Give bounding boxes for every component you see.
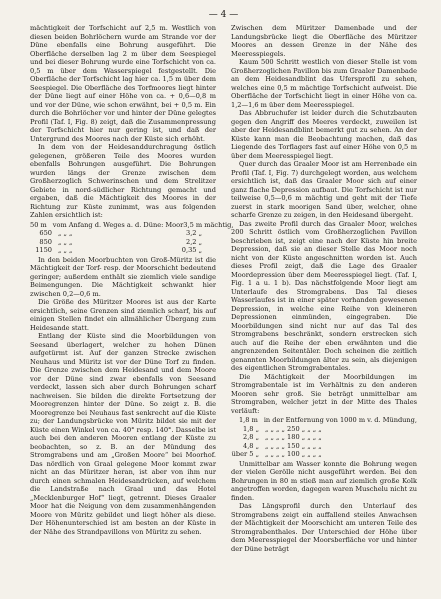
table-cell-description: „ „ „ [58,237,73,246]
table-cell-description: „ „ „ „ 250 „ „ „ „ [265,424,322,433]
table-row [30,238,216,247]
table-cell-description: in der Entfernung von 1000 m v. d. Mündung, [263,416,417,424]
table-cell-description: vom Anfang d. Weges a. d. Düne: Moor [52,220,184,229]
table-row [231,425,417,434]
page-number: — 4 — [208,10,239,20]
table-cell-value: 3,2 „ [186,229,202,237]
paragraph: Das Abbruchufer ist leider durch die Schutzbauten gegen den Angriff des Meeres verdeckt, zuweilen ist aber der Heidesandblint bemerkt gut zu sehen. An der Küste kann man die Beobachtung machen, daß das Liegende des Torflagers fast auf einer Höhe von 0,5 m über dem Meeresspiegel liegt. [231,109,417,160]
paragraph: Die Mächtigkeit der Moorbildungen im Stromgrabentale ist im Verhältnis zu den anderen Mooren sehr groß. Sie beträgt unmittelbar am Stromgraben, welcher jetzt in der Mitte des Thales verläuft: [231,372,417,415]
table-cell-value: 3,5 m mächtig, [183,220,234,229]
paragraph: Entlang der Küste sind die Moorbildungen von Seesand überlagert, welcher zu hohen Dünen aufgetürmt ist. Auf der ganzen Strecke zwischen Neuhaus und Müritz ist vor der Düne Torf zu finden. Die Grenze zwischen dem Heidesand und dem Moore vor der Düne sind zwar ebenfalls von Seesand verdeckt, lassen sich aber durch Bohrungen scharf nachweisen. Sie bilden die direkte Fortsetzung der Mooregrenzen hinter der Düne. So zeigt z. B. die Mooregrenze bei Neuhaus fast senkrecht auf die Küste zu; der Landungsbrücke von Müritz bildet sie mit der Küste einen Winkel von ca. 40° resp. 140°. Dasselbe ist auch bei den anderen Mooren entlang der Küste zu beobachten, so z. B. an der Mündung des Stromgrabens und am „Großen Moore“ bei Moorhof. Das nördlich von Graal gelegene Moor kommt zwar nicht an das Müritzer heran, ist aber von ihm nur durch einen schmalen Heidesandrücken, auf welchem die Landstraße nach Graal und das Hotel „Mecklenburger Hof“ liegt, getrennt. Dieses Graaler Moor hat die Neigung von dem zusammenhängenden Moore von Müritz gebildet und liegt höher als diese. Der Höhenunterschied ist am besten an der Küste in der Nähe des Strandpavillons von Müritz zu sehen. [30,332,216,536]
table-cell-distance: 50 m [30,220,47,229]
table-cell-description: „ „ „ „ 100 „ „ „ „ [265,450,322,458]
paragraph: Das zweite Profil durch das Graaler Moor, welches 200 Schritt östlich vom Großherzoglichen Pavillon beschrieben ist, zeigt eine nach der Küste hin breite Depression, daß sie an dieser Stelle das Moor noch nicht von der Küste angeschnitten worden ist. Auch dieses Profil zeigt, daß die Lage des Graaler Moordepression über dem Meeresspiegel liegt. (Taf. I, Fig. 1 a u. 1 b). Das nächstfolgende Moor liegt am Unterlaufe des Stromgrabens. Das Tal dieses Wasserlaufes ist in einer später vorhanden gewesenen Depression, in welche eine Reihe von kleineren Depressionen einmünden, eingegraben. Die Moorbildungen sind nicht nur auf das Tal des Stromgrabens beschränkt, sondern erstrecken sich auch auf die Reihe der eben erwähnten und die angrenzenden Seitentäler. Doch scheinen die zeitlich genannten Moorbildungen älter zu sein, als diejenigen des eigentlichen Stromgrabentales. [231,219,417,372]
table-cell-description: „ „ „ „ 180 „ „ „ „ [265,433,322,441]
table-cell-distance: 650 [39,229,52,237]
table-cell-value: 2,2 „ [186,237,202,246]
table-row [231,416,417,425]
left-column [30,24,234,553]
table-row [231,442,417,451]
paragraph: mächtigkeit der Torfschicht auf 2,5 m. Westlich von diesen beiden Bohrlöchern wurde am Strande vor der Düne ebenfalls eine Bohrung ausgeführt. Die Oberfläche derselben lag 2 m über dem Seespiegel und bei dieser Bohrung wurde eine Torfschicht von ca. 0,5 m über dem Wasserspiegel festgestellt. Die Oberfläche der Torfschicht lag hier ca. 1,5 m über dem Seespiegel. Die Oberfläche des Torfmoores liegt hinter der Düne liegt auf einer Höhe von ca. + 0,6—0,8 m und vor der Düne, wie schon erwähnt, bei + 0,5 m. Ein durch die Bohrlöcher vor und hinter der Düne gelegtes Profil (Taf. I, Fig. 8) zeigt, daß die Zusammenpressung der Torfschicht hier nur gering ist, und daß der Untergrund des Moores nach der Küste sich erhöht. [30,24,216,143]
table-cell-description: „ „ „ [58,229,73,237]
table-row [231,450,417,459]
table-cell-value: 4,8 „ [243,441,259,450]
table-cell-value: über 5 „ [231,450,259,458]
table-row [231,433,417,442]
table-cell-distance: 850 [39,237,52,246]
paragraph: Unmittelbar am Wasser konnte die Bohrung wegen der vielen Gerölle nicht ausgeführt werden. Bei den Bohrungen in 80 m stieß man auf ziemlich große Kolk angetroffen worden, dagegen waren Muschelu nicht zu finden. [231,459,417,502]
table-cell-description: „ „ „ [58,246,73,254]
paragraph: Quer durch das Graaler Moor ist am Herrenbade ein Profil (Taf. I, Fig. 7) durchgelegt worden, aus welchem ersichtlich ist, daß das Graaler Moor sich auf einer ganz flache Depression aufbaut. Die Torfschicht ist nur teilweise 0,5—0,6 m mächtig und geht mit der Tiefe zuerst in stark moorigen Sand über, welcher, ohne scharfe Grenze zu zeigen, in den Heidesand übergeht. [231,160,417,219]
paragraph: Zwischen dem Müritzer Damenbade und der Landungsbrücke liegt die Oberfläche des Müritzer Moores an dessen Grenze in der Nähe des Meeresspiegels. [231,24,417,58]
table-cell-description: „ „ „ „ 150 „ „ „ „ [265,441,322,450]
table-cell-value: 0,35 „ [181,246,202,254]
table-row [30,229,216,238]
table-row [30,246,216,255]
depth-table-right [231,416,417,459]
paragraph: Kaum 500 Schritt westlich von dieser Stelle ist vom Großherzoglichen Pavillon bis zum Graaler Damenbade an dem Heidesandblint das Ufersprofil zu sehen, welches eine 0,5 m mächtige Torfschicht aufweist. Die Oberfläche der Torfschicht liegt in einer Höhe von ca. 1,2—1,6 m über dem Meeresspiegel. [231,58,417,109]
table-cell-value: 1,8 „ [243,424,259,433]
table-cell-value: 1,8 m [238,416,258,424]
paragraph: In den beiden Moorbuchten von Groß-Müritz ist die Mächtigkeit der Torf- resp. der Moorschicht bedeutend geringer; außerdem enthält sie ziemlich viele sandige Beimengungen. Die Mächtigkeit schwankt hier zwischen 0,2—0,6 m. [30,255,216,298]
depth-table-left [30,220,234,255]
text-columns [30,24,417,553]
paragraph: Die Größe des Müritzer Moores ist aus der Karte ersichtlich, seine Grenzen sind ziemlich scharf, bis auf einigen Stellen findet ein allmählicher Übergang zum Heidesande statt. [30,298,216,332]
paragraph: In dem von der Heidesanddurchragung östlich gelegenen, größeren Teile des Moores wurden ebenfalls Bohrungen ausgeführt. Die Bohrungen wurden längs der Grenze zwischen dem Großherzoglich Schwerinschen und dem Strelitzer Gebiete in nord-südlicher Richtung gemacht und ergaben, daß die Mächtigkeit des Moores in der Richtung zur Küste zunimmt, was aus folgenden Zahlen ersichtlich ist: [30,143,216,219]
paragraph: Das Längsprofil durch den Unterlauf des Stromgrabens zeigt ein auffallend steiles Anwachsen der Mächtigkeit der Moorschicht am unteren Teile des Stromgrabenthales. Der Unterschied der Höhe über dem Meeresspiegel der Moorsberfläche vor und hinter der Düne beträgt [231,502,417,553]
table-cell-distance: 1150 [35,246,52,254]
table-cell-value: 2,8 „ [243,433,259,441]
table-row [30,220,234,230]
right-column [231,24,417,553]
